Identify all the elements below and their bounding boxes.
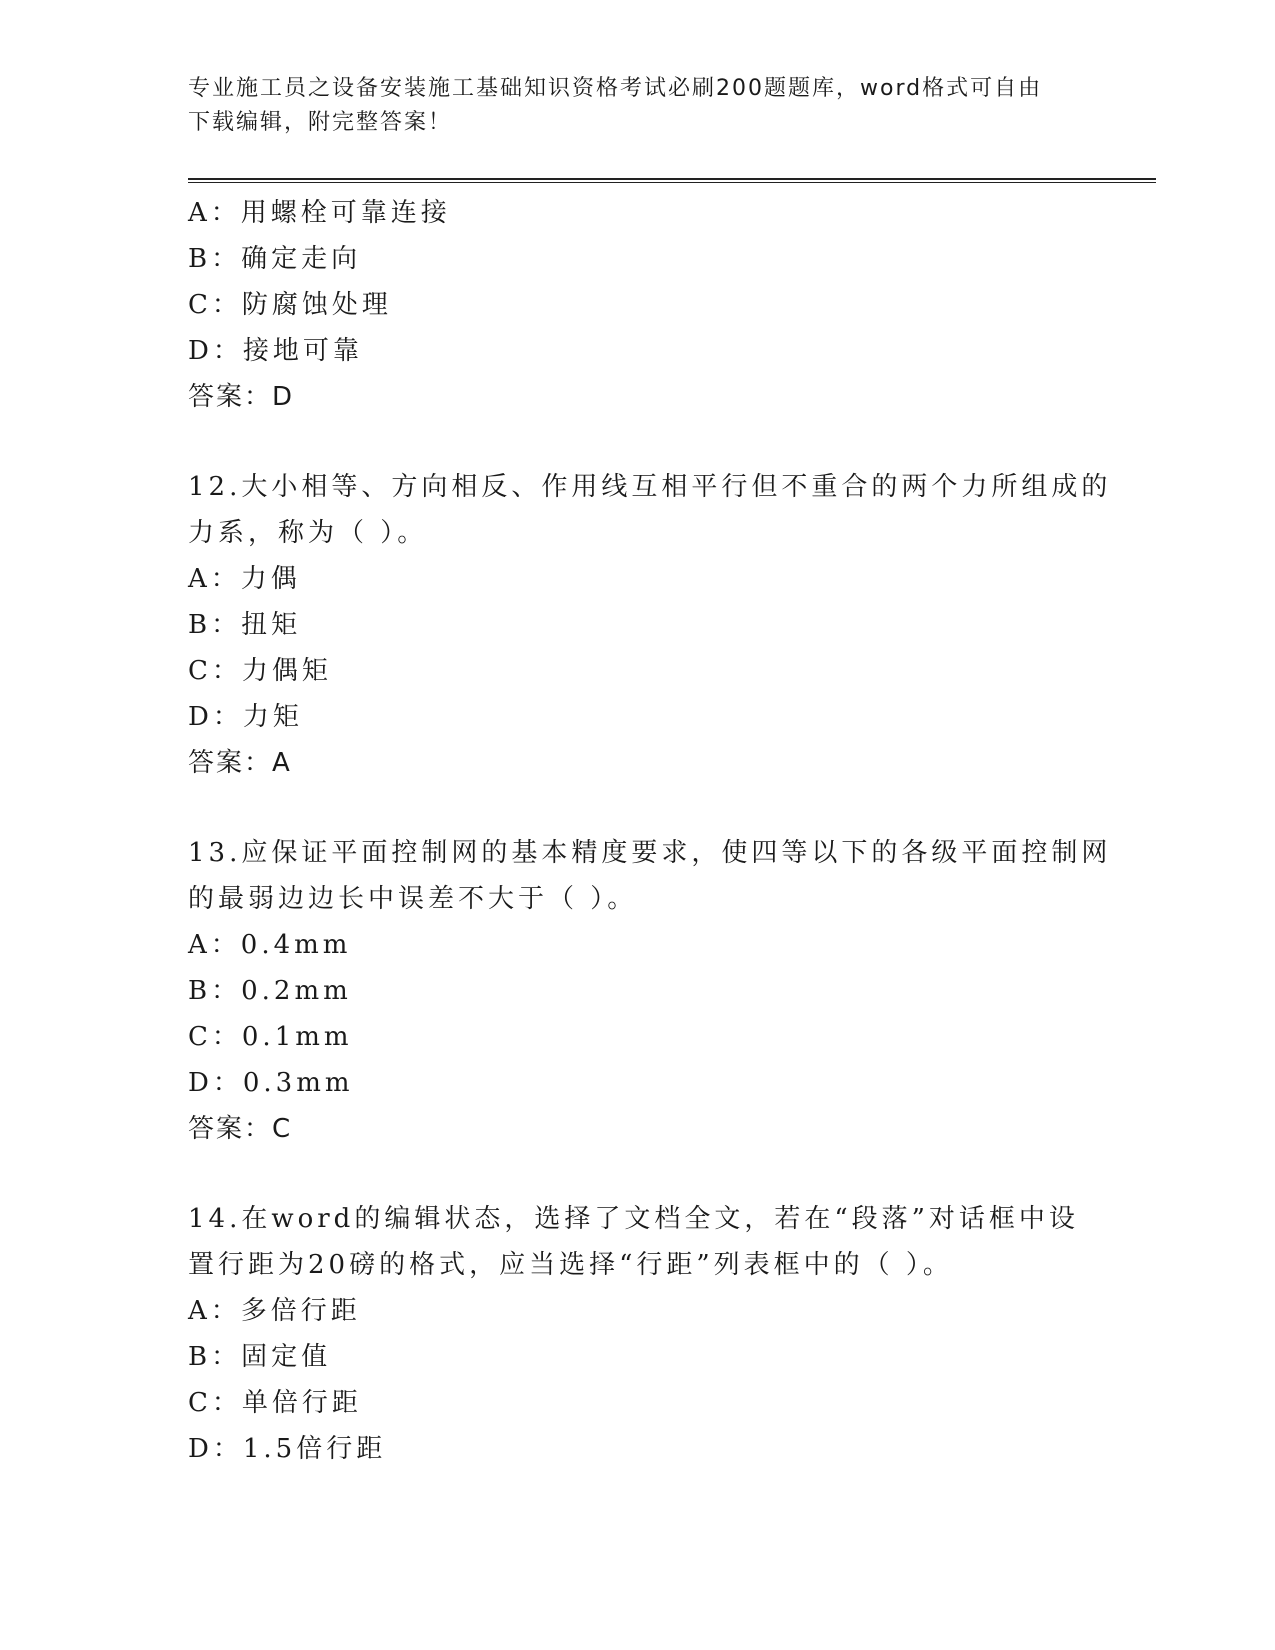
option-d: D：接地可靠: [188, 336, 363, 366]
option-a: A：力偶: [188, 564, 301, 594]
option-c: C：防腐蚀处理: [188, 290, 392, 320]
answer-line: 答案：C: [188, 1114, 293, 1144]
header-rule-thin: [188, 182, 1156, 183]
option-a: A：用螺栓可靠连接: [188, 198, 451, 228]
answer-line: 答案：D: [188, 382, 295, 412]
option-a: A：多倍行距: [188, 1296, 361, 1326]
question-text-line-2: 力系，称为（ ）。: [188, 518, 428, 548]
document-header: [188, 72, 1088, 140]
answer-line: 答案：A: [188, 748, 292, 778]
question-11: [188, 190, 1088, 420]
question-text-line-2: 置行距为20磅的格式，应当选择“行距”列表框中的（ ）。: [188, 1250, 953, 1280]
question-text-line-1: 13.应保证平面控制网的基本精度要求，使四等以下的各级平面控制网: [188, 838, 1112, 868]
option-d: D：力矩: [188, 702, 303, 732]
option-a: A：0.4mm: [188, 930, 352, 960]
header-rule-thick: [188, 178, 1156, 180]
option-b: B：固定值: [188, 1342, 332, 1372]
question-text-line-1: 14.在word的编辑状态，选择了文档全文，若在“段落”对话框中设: [188, 1204, 1079, 1234]
option-c: C：单倍行距: [188, 1388, 362, 1418]
question-13: [188, 830, 1112, 1152]
option-c: C：0.1mm: [188, 1022, 353, 1052]
header-line-2: 下载编辑，附完整答案！: [188, 110, 453, 135]
question-text-line-1: 12.大小相等、方向相反、作用线互相平行但不重合的两个力所组成的: [188, 472, 1112, 502]
option-d: D：1.5倍行距: [188, 1434, 387, 1464]
option-d: D：0.3mm: [188, 1068, 354, 1098]
question-text-line-2: 的最弱边边长中误差不大于（ ）。: [188, 884, 638, 914]
option-b: B：0.2mm: [188, 976, 352, 1006]
option-c: C：力偶矩: [188, 656, 332, 686]
question-list: [188, 190, 1112, 1472]
option-b: B：确定走向: [188, 244, 362, 274]
question-12: [188, 464, 1112, 786]
option-b: B：扭矩: [188, 610, 302, 640]
question-14: [188, 1196, 1088, 1472]
header-line-1: 专业施工员之设备安装施工基础知识资格考试必刷200题题库，word格式可自由: [188, 76, 1043, 101]
